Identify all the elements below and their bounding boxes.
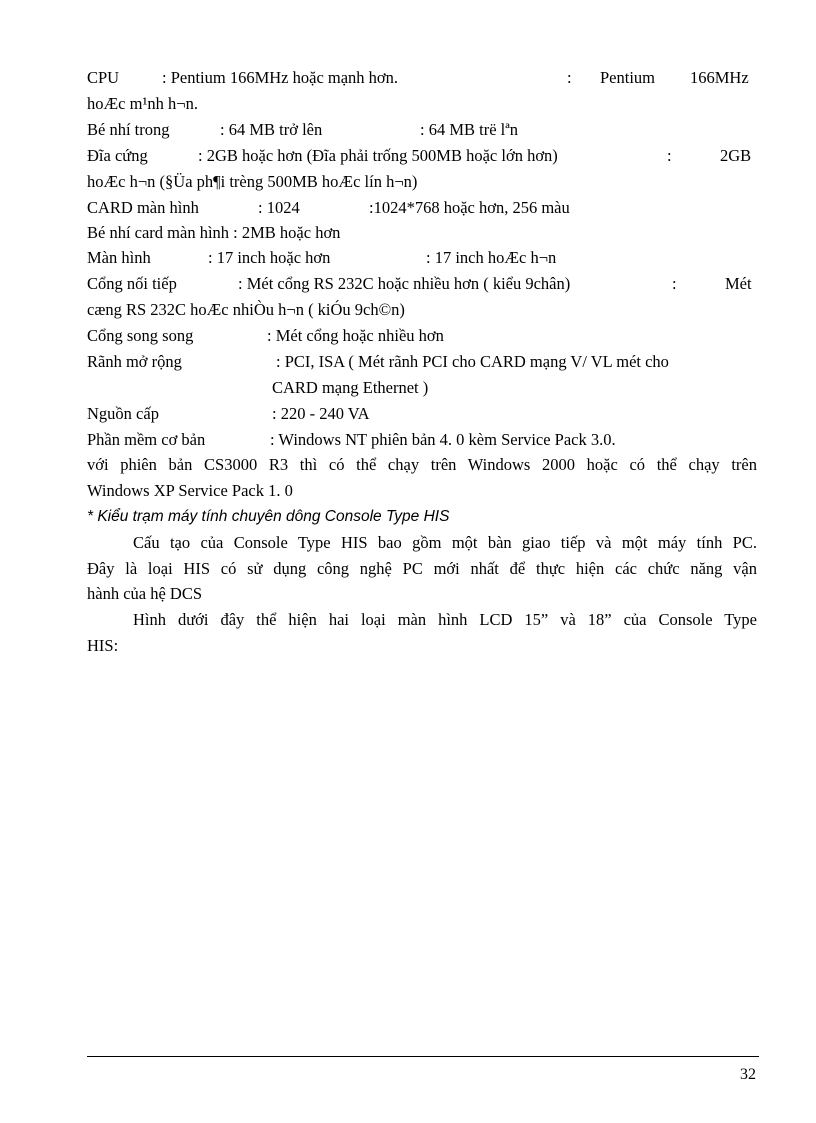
disk-value: : 2GB hoặc hơn (Đĩa phải trống 500MB hoặc lớn hơn) [198, 146, 558, 165]
disk-alt-colon: : [667, 146, 672, 165]
para2-line2: Đây là loại HIS có sử dụng công nghệ PC mới nhất để thực hiện các chức năng vận [87, 559, 757, 578]
slot-value: : PCI, ISA ( Mét rãnh PCI cho CARD mạng V/ VL mét cho [276, 352, 669, 371]
disk-label: Đĩa cứng [87, 146, 148, 165]
vram-line: Bé nhí card màn hình : 2MB hoặc hơn [87, 223, 341, 242]
cpu-alt-name: Pentium [600, 68, 656, 87]
parallel-value: : Mét cổng hoặc nhiều hơn [267, 326, 444, 345]
serial-alt-word: Mét [725, 274, 752, 293]
serial-value: : Mét cổng RS 232C hoặc nhiều hơn ( kiểu 9chân) [238, 274, 571, 293]
monitor-value: : 17 inch hoặc hơn [208, 248, 331, 267]
card-label: CARD màn hình [87, 198, 199, 217]
power-label: Nguồn cấp [87, 404, 159, 423]
ram-alt: : 64 MB trë lªn [420, 120, 519, 139]
card-value: : 1024 [258, 198, 300, 217]
para3-line1: Hình dưới đây thể hiện hai loại màn hình LCD 15” và 18” của Console Type [133, 610, 757, 629]
serial-alt-colon: : [672, 274, 677, 293]
para2-line3: hành của hệ DCS [87, 584, 203, 603]
disk-alt-continuation: hoÆc h¬n (§Üa ph¶i trèng 500MB hoÆc lín h¬n) [87, 172, 418, 191]
page-number: 32 [740, 1066, 756, 1083]
serial-alt-continuation: cæng RS 232C hoÆc nhiÒu h¬n ( kiÓu 9ch©n) [87, 300, 405, 319]
slot-continuation: CARD mạng Ethernet ) [272, 378, 429, 397]
para1-line2: Windows XP Service Pack 1. 0 [87, 481, 293, 500]
monitor-alt: : 17 inch hoÆc h¬n [426, 248, 557, 267]
slot-label: Rãnh mở rộng [87, 352, 182, 371]
power-value: : 220 - 240 VA [272, 404, 370, 423]
parallel-label: Cổng song song [87, 326, 194, 345]
cpu-alt-speed: 166MHz [690, 68, 749, 87]
section-heading: * Kiểu trạm máy tính chuyên dông Console Type HIS [87, 508, 450, 525]
cpu-value: : Pentium 166MHz hoặc mạnh hơn. [162, 68, 399, 87]
para2-line1: Cấu tạo của Console Type HIS bao gồm một bàn giao tiếp và một máy tính PC. [133, 533, 757, 552]
ram-value: : 64 MB trở lên [220, 120, 323, 139]
ram-label: Bé nhí trong [87, 120, 170, 139]
cpu-alt-continuation: hoÆc m¹nh h¬n. [87, 94, 198, 113]
monitor-label: Màn hình [87, 248, 151, 267]
footer-rule [87, 1056, 759, 1057]
cpu-alt-colon: : [567, 68, 572, 87]
card-alt: :1024*768 hoặc hơn, 256 màu [369, 198, 570, 217]
cpu-label: CPU [87, 68, 120, 87]
software-label: Phần mềm cơ bản [87, 430, 206, 449]
software-value: : Windows NT phiên bản 4. 0 kèm Service Pack 3.0. [270, 430, 616, 449]
para3-line2: HIS: [87, 636, 119, 655]
serial-label: Cổng nối tiếp [87, 274, 177, 293]
disk-alt-size: 2GB [720, 146, 752, 165]
para1-line1: với phiên bản CS3000 R3 thì có thể chạy trên Windows 2000 hoặc có thể chạy trên [87, 455, 757, 474]
